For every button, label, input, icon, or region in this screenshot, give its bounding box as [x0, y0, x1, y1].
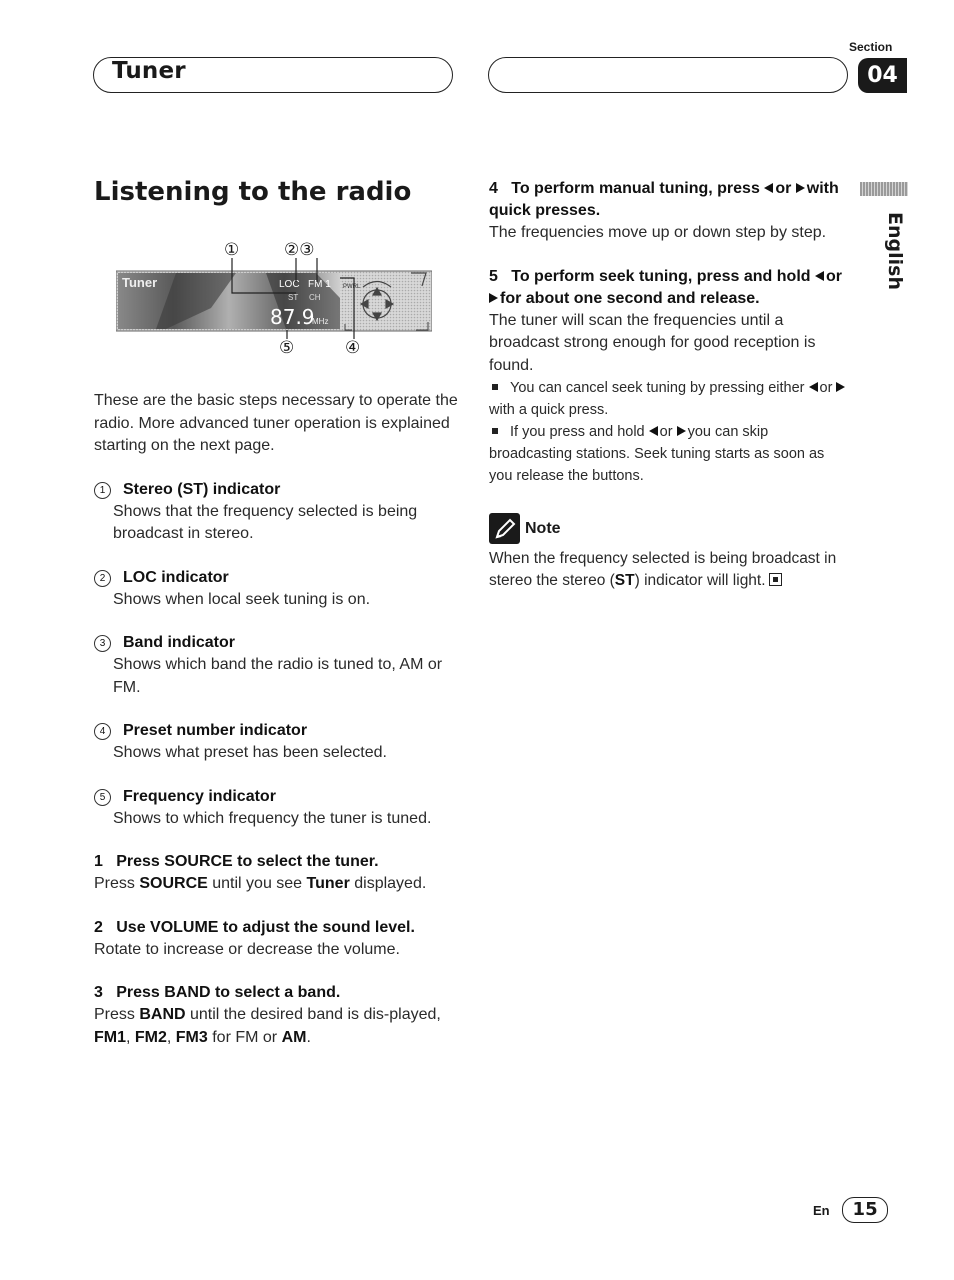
- indicator-title: Band indicator: [123, 634, 236, 651]
- step-text: ,: [166, 1028, 176, 1046]
- note-title: Note: [525, 519, 561, 537]
- indicator-item: [94, 632, 459, 699]
- section-badge: 04: [858, 58, 907, 93]
- step-text: for FM or: [207, 1028, 282, 1046]
- indicator-item: [94, 567, 459, 612]
- left-arrow-icon: [809, 382, 818, 392]
- step-heading: 1 Press SOURCE to select the tuner.: [94, 853, 379, 870]
- step-bold-text: BAND: [139, 1006, 186, 1023]
- step-heading: 3 Press BAND to select a band.: [94, 984, 341, 1001]
- indicator-description: Shows to which frequency the tuner is tuned.: [113, 809, 432, 827]
- page-number: 15: [842, 1197, 888, 1223]
- right-arrow-icon: [489, 293, 498, 303]
- step-5: [489, 266, 849, 488]
- indicator-title: LOC indicator: [123, 568, 229, 586]
- bullet-item: [489, 421, 849, 487]
- display-loc-text: LOC: [279, 279, 300, 290]
- display-st-text: ST: [288, 293, 299, 302]
- header-title: Tuner: [112, 58, 186, 84]
- left-arrow-icon: [815, 271, 824, 281]
- note-text: When the frequency selected is being broadcast in stereo the stereo (: [489, 550, 837, 589]
- step-body: The tuner will scan the frequencies until a broadcast strong enough for good reception is found.: [489, 311, 816, 374]
- indicator-number: 2: [94, 570, 111, 587]
- indicator-title: Frequency indicator: [123, 787, 276, 805]
- step-1: [94, 851, 459, 896]
- step-heading: 4 To perform manual tuning, press: [489, 180, 760, 197]
- step-text: until the desired band is dis-played,: [185, 1006, 441, 1023]
- indicator-number: 5: [94, 789, 111, 806]
- step-bold-text: FM3: [175, 1028, 208, 1046]
- step-bold-text: Tuner: [306, 875, 350, 892]
- indicator-title: Preset number indicator: [123, 722, 308, 739]
- indicator-description: Shows which band the radio is tuned to, AM or FM.: [113, 656, 443, 696]
- indicator-item: [94, 786, 459, 831]
- left-column: [94, 390, 459, 1049]
- display-figure: [116, 238, 432, 362]
- indicator-number: 1: [94, 482, 111, 499]
- step-text: Press: [94, 875, 140, 892]
- section-label: Section: [849, 40, 893, 54]
- step-heading: with quick presses.: [489, 180, 839, 219]
- header-blank-frame: [488, 57, 848, 93]
- bullet-text: If you press and hold: [510, 424, 645, 440]
- bullet-square-icon: [492, 428, 498, 434]
- language-tab-marker: [860, 182, 908, 196]
- bullet-text: you can skip broadcasting stations. Seek tuning starts as soon as you release the buttons.: [489, 424, 825, 484]
- page-footer: [813, 1197, 888, 1223]
- indicator-description: Shows when local seek tuning is on.: [113, 590, 371, 608]
- end-mark-icon: [769, 573, 782, 586]
- tuner-display-illustration: [116, 238, 432, 362]
- step-body: The frequencies move up or down step by step.: [489, 224, 827, 241]
- step-text: Press: [94, 1006, 140, 1023]
- note-text: ) indicator will light.: [634, 572, 766, 589]
- right-arrow-icon: [677, 426, 686, 436]
- callout-4: ④: [345, 338, 361, 357]
- display-source-text: Tuner: [122, 275, 158, 290]
- step-heading: or: [775, 180, 792, 197]
- note-pencil-icon: [489, 513, 520, 544]
- right-arrow-icon: [796, 183, 805, 193]
- step-heading: 5 To perform seek tuning, press and hold: [489, 267, 811, 285]
- indicator-title: Stereo (ST) indicator: [123, 480, 281, 498]
- display-ch-text: CH: [309, 293, 321, 302]
- footer-language: En: [813, 1202, 830, 1218]
- indicator-number: 4: [94, 723, 111, 740]
- step-bold-text: SOURCE: [139, 875, 208, 892]
- callout-5: ⑤: [279, 338, 295, 357]
- step-text: until you see: [207, 875, 307, 892]
- language-label: English: [884, 212, 906, 290]
- right-arrow-icon: [836, 382, 845, 392]
- callout-1: ①: [224, 240, 240, 259]
- step-2: [94, 917, 459, 962]
- bullet-text: with a quick press.: [489, 402, 609, 418]
- step-text: ,: [126, 1028, 135, 1046]
- step-bold-text: AM: [281, 1028, 307, 1046]
- indicator-item: [94, 479, 459, 546]
- indicator-description: Shows what preset has been selected.: [113, 744, 387, 761]
- indicator-number: 3: [94, 635, 111, 652]
- callout-2-3: ②③: [284, 240, 315, 259]
- right-column: [489, 178, 849, 592]
- step-heading: for about one second and release.: [500, 289, 760, 307]
- page-title: Listening to the radio: [94, 177, 412, 207]
- step-bold-text: FM2: [134, 1028, 167, 1046]
- bullet-text: or: [659, 424, 673, 440]
- left-arrow-icon: [649, 426, 658, 436]
- display-pwrl-text: PWRL: [343, 284, 361, 290]
- step-body: Rotate to increase or decrease the volume.: [94, 940, 400, 958]
- note-bold-text: ST: [614, 572, 635, 589]
- bullet-text: You can cancel seek tuning by pressing either: [510, 380, 805, 396]
- display-unit-text: MHz: [312, 317, 329, 326]
- step-heading: 2 Use VOLUME to adjust the sound level.: [94, 918, 415, 936]
- step-bold-text: FM1: [94, 1028, 126, 1046]
- indicator-item: [94, 720, 459, 765]
- display-frequency-text: 87.9: [270, 305, 315, 329]
- left-arrow-icon: [764, 183, 773, 193]
- step-4: [489, 178, 849, 245]
- step-text: .: [306, 1028, 311, 1046]
- note-block: [489, 513, 849, 592]
- step-heading: or: [825, 267, 842, 285]
- display-band-text: FM 1: [308, 279, 331, 290]
- intro-paragraph: These are the basic steps necessary to operate the radio. More advanced tuner operation is explained starting on the next page.: [94, 392, 458, 454]
- bullet-item: [489, 377, 849, 421]
- bullet-text: or: [819, 380, 833, 396]
- step-text: displayed.: [349, 875, 427, 892]
- indicator-description: Shows that the frequency selected is being broadcast in stereo.: [113, 502, 418, 542]
- bullet-square-icon: [492, 384, 498, 390]
- step-3: [94, 982, 459, 1049]
